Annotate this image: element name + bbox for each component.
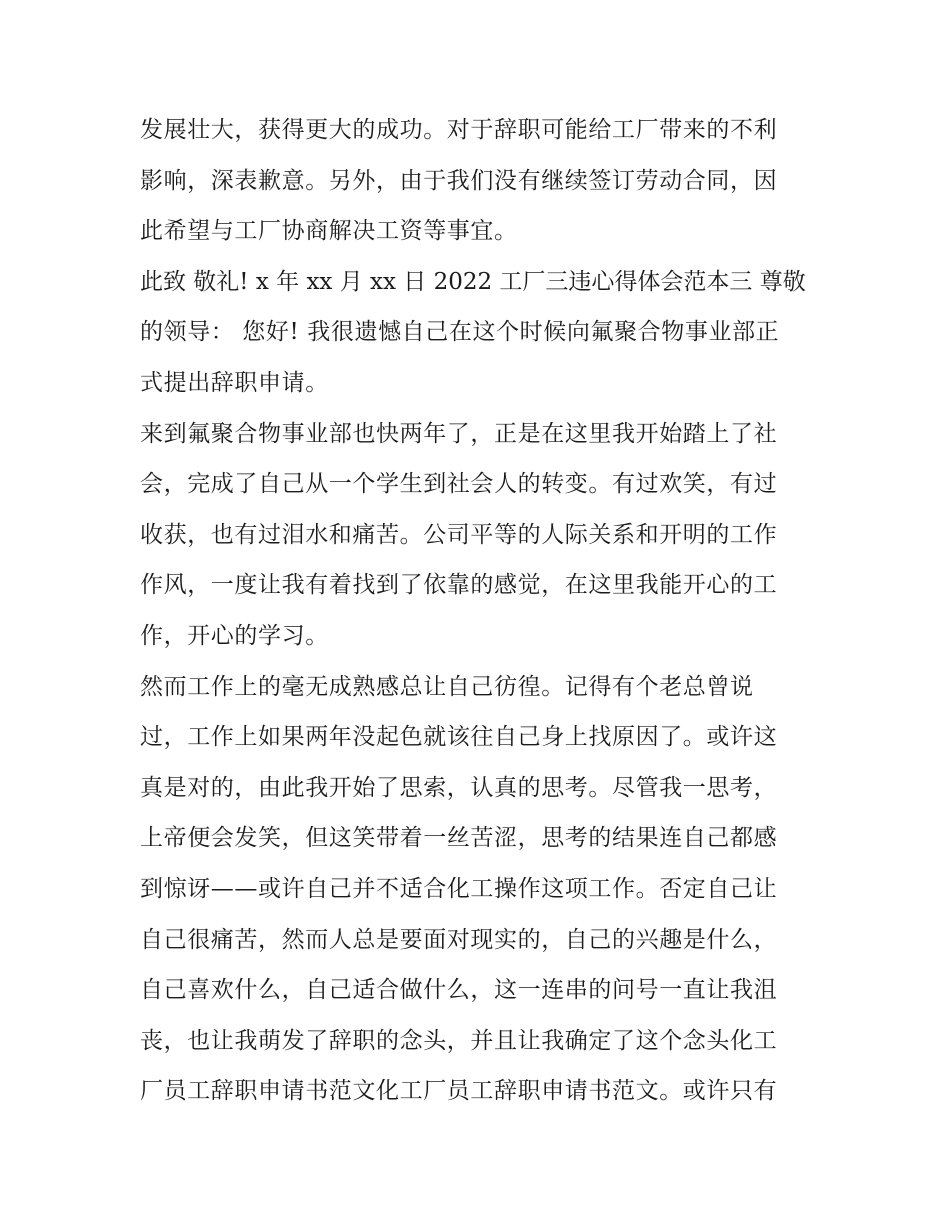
text-line: 影响，深表歉意。另外，由于我们没有继续签订劳动合同，因 bbox=[140, 167, 778, 194]
text-line: 过，工作上如果两年没起色就该往自己身上找原因了。或许这 bbox=[140, 724, 778, 751]
text-line: 式提出辞职申请。 bbox=[140, 369, 329, 396]
text-line: 发展壮大，获得更大的成功。对于辞职可能给工厂带来的不利 bbox=[140, 117, 778, 143]
document-body bbox=[140, 105, 820, 1117]
text-line: 此致 敬礼! x 年 xx 月 xx 日 2022 工厂三违心得体会范本三 尊敬 bbox=[140, 268, 806, 295]
text-line: 真是对的，由此我开始了思索，认真的思考。尽管我一思考， bbox=[140, 774, 778, 801]
text-line: 自己很痛苦，然而人总是要面对现实的，自己的兴趣是什么， bbox=[140, 926, 778, 953]
text-line: 作风，一度让我有着找到了依靠的感觉，在这里我能开心的工 bbox=[140, 572, 778, 599]
text-line: 厂员工辞职申请书范文化工厂员工辞职申请书范文。或许只有 bbox=[140, 1078, 778, 1105]
text-line: 会，完成了自己从一个学生到社会人的转变。有过欢笑，有过 bbox=[140, 471, 778, 498]
text-line: 的领导： 您好! 我很遗憾自己在这个时候向氟聚合物事业部正 bbox=[140, 319, 780, 346]
text-line: 上帝便会发笑，但这笑带着一丝苦涩，思考的结果连自己都感 bbox=[140, 825, 778, 852]
text-line: 此希望与工厂协商解决工资等事宜。 bbox=[140, 218, 518, 245]
text-line: 收获，也有过泪水和痛苦。公司平等的人际关系和开明的工作 bbox=[140, 521, 778, 548]
text-line: 然而工作上的毫无成熟感总让自己彷徨。记得有个老总曾说 bbox=[140, 673, 754, 700]
text-line: 到惊讶——或许自己并不适合化工操作这项工作。否定自己让 bbox=[140, 875, 778, 902]
text-line: 作，开心的学习。 bbox=[140, 622, 329, 649]
text-line: 来到氟聚合物事业部也快两年了，正是在这里我开始踏上了社 bbox=[140, 420, 778, 447]
text-line: 丧，也让我萌发了辞职的念头，并且让我确定了这个念头化工 bbox=[140, 1027, 778, 1054]
text-line: 自己喜欢什么，自己适合做什么，这一连串的问号一直让我沮 bbox=[140, 977, 778, 1004]
